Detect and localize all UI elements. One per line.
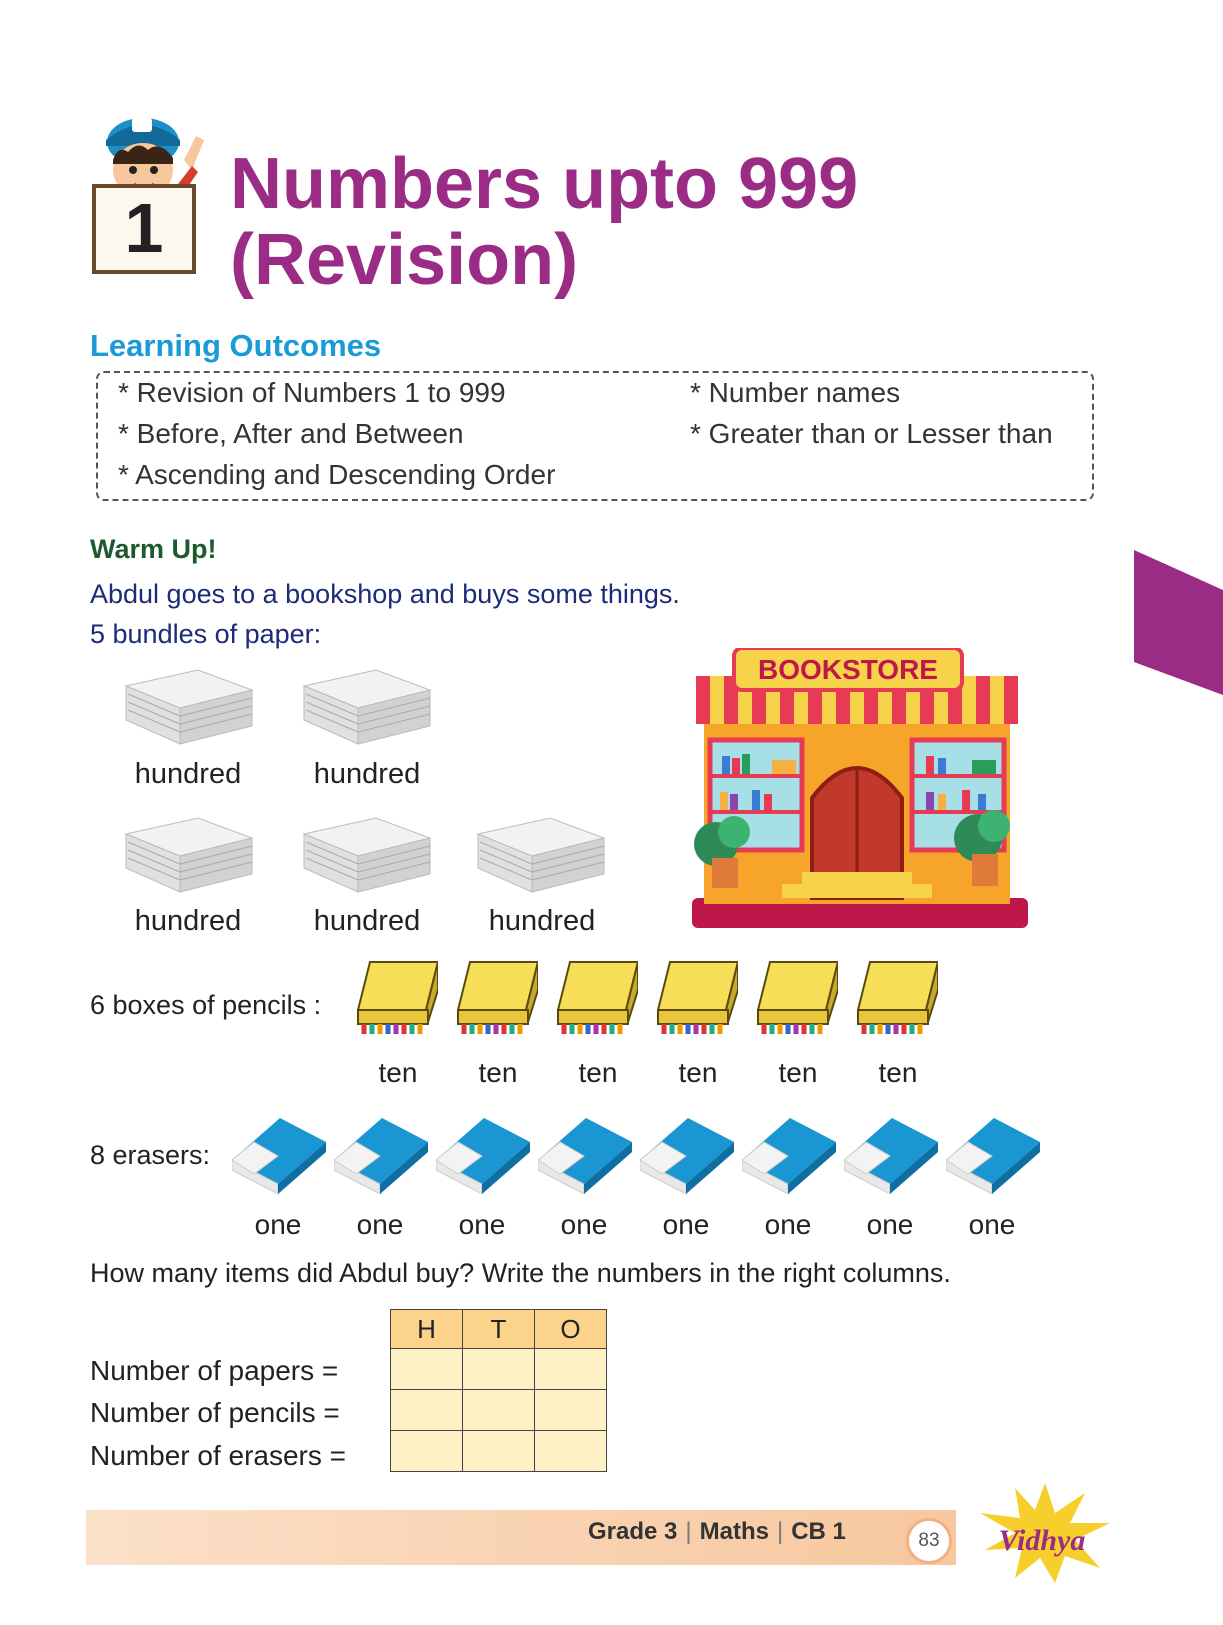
vidhya-logo	[960, 1478, 1130, 1588]
warm-up-intro: Abdul goes to a bookshop and buys some things.	[90, 579, 680, 609]
eraser-unit-label: one	[560, 1209, 608, 1240]
eraser-unit-label: one	[458, 1209, 506, 1240]
warm-up-heading: Warm Up!	[90, 534, 217, 564]
row-label-erasers: Number of erasers =	[90, 1440, 346, 1471]
answer-cell[interactable]	[391, 1431, 463, 1472]
outcome-item: * Number names	[690, 377, 901, 408]
row-label-papers: Number of papers =	[90, 1355, 339, 1386]
outcome-item: * Greater than or Lesser than	[690, 418, 1053, 449]
answer-cell[interactable]	[535, 1431, 607, 1472]
paper-bundle-icon	[118, 668, 256, 748]
header-tens: T	[463, 1310, 535, 1349]
pencil-box-icon	[856, 960, 938, 1038]
pencil-unit-label: ten	[778, 1057, 818, 1088]
chapter-title-line1: Numbers upto 999	[230, 144, 859, 224]
brand-name: Vidhya	[998, 1524, 1086, 1557]
answer-cell[interactable]	[391, 1390, 463, 1431]
footer-grade: Grade 3	[588, 1518, 678, 1545]
pencil-box-icon	[556, 960, 638, 1038]
footer-info: Grade 3 | Maths | CB 1	[588, 1518, 846, 1545]
footer-subject: Maths	[699, 1518, 769, 1545]
papers-label: 5 bundles of paper:	[90, 619, 322, 649]
page-number: 83	[906, 1518, 952, 1564]
pencil-unit-label: ten	[478, 1057, 518, 1088]
answer-cell[interactable]	[463, 1349, 535, 1390]
question-text: How many items did Abdul buy? Write the numbers in the right columns.	[90, 1258, 951, 1288]
outcome-item: * Revision of Numbers 1 to 999	[118, 377, 506, 408]
pencil-unit-label: ten	[878, 1057, 918, 1088]
mascot-illustration	[88, 100, 213, 278]
eraser-icon	[742, 1112, 836, 1194]
pencil-box-icon	[356, 960, 438, 1038]
eraser-unit-label: one	[764, 1209, 812, 1240]
eraser-icon	[844, 1112, 938, 1194]
pencil-unit-label: ten	[378, 1057, 418, 1088]
pencil-box-icon	[756, 960, 838, 1038]
table-header-row	[391, 1310, 607, 1349]
paper-bundle-icon	[296, 816, 434, 896]
erasers-label: 8 erasers:	[90, 1140, 211, 1170]
chapter-title	[230, 146, 858, 298]
paper-unit-label: hundred	[134, 758, 242, 790]
pencil-unit-label: ten	[678, 1057, 718, 1088]
paper-unit-label: hundred	[313, 905, 421, 937]
eraser-unit-label: one	[662, 1209, 710, 1240]
footer-book: CB 1	[791, 1518, 846, 1545]
eraser-icon	[640, 1112, 734, 1194]
paper-unit-label: hundred	[488, 905, 596, 937]
paper-unit-label: hundred	[134, 905, 242, 937]
chapter-title-line2: (Revision)	[230, 220, 579, 300]
row-label-pencils: Number of pencils =	[90, 1397, 340, 1428]
eraser-icon	[436, 1112, 530, 1194]
bookstore-illustration	[682, 648, 1030, 938]
pencil-unit-label: ten	[578, 1057, 618, 1088]
pencils-label: 6 boxes of pencils :	[90, 990, 322, 1020]
pencil-box-icon	[656, 960, 738, 1038]
answer-cell[interactable]	[535, 1390, 607, 1431]
table-row	[391, 1390, 607, 1431]
paper-bundle-icon	[470, 816, 608, 896]
table-row	[391, 1349, 607, 1390]
eraser-unit-label: one	[356, 1209, 404, 1240]
eraser-unit-label: one	[254, 1209, 302, 1240]
answer-cell[interactable]	[535, 1349, 607, 1390]
eraser-unit-label: one	[866, 1209, 914, 1240]
header-hundreds: H	[391, 1310, 463, 1349]
eraser-unit-label: one	[968, 1209, 1016, 1240]
pencil-box-icon	[456, 960, 538, 1038]
hto-table	[390, 1309, 607, 1472]
outcome-item: * Ascending and Descending Order	[118, 459, 556, 490]
chapter-number: 1	[124, 189, 164, 267]
side-tab	[1134, 550, 1223, 695]
table-row	[391, 1431, 607, 1472]
outcome-item: * Before, After and Between	[118, 418, 464, 449]
paper-unit-label: hundred	[313, 758, 421, 790]
header-ones: O	[535, 1310, 607, 1349]
paper-bundle-icon	[118, 816, 256, 896]
store-sign: BOOKSTORE	[758, 654, 938, 685]
answer-cell[interactable]	[391, 1349, 463, 1390]
learning-outcomes-heading: Learning Outcomes	[90, 328, 382, 363]
eraser-icon	[946, 1112, 1040, 1194]
answer-cell[interactable]	[463, 1431, 535, 1472]
eraser-icon	[232, 1112, 326, 1194]
paper-bundle-icon	[296, 668, 434, 748]
eraser-icon	[334, 1112, 428, 1194]
answer-cell[interactable]	[463, 1390, 535, 1431]
eraser-icon	[538, 1112, 632, 1194]
